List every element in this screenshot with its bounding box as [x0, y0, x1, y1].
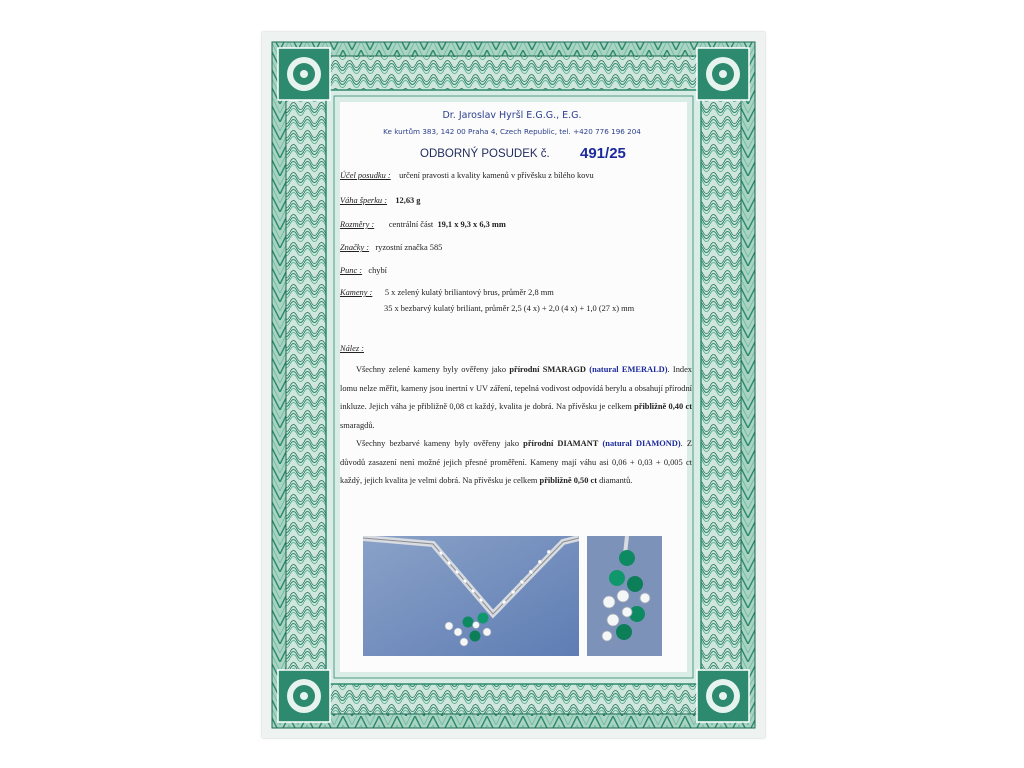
corner-rosette-bottom-right: [697, 670, 749, 722]
field-punc: [340, 266, 387, 275]
document-title: ODBORNÝ POSUDEK č.: [420, 148, 550, 160]
p2-text-f: diamantů.: [597, 476, 633, 485]
p2-text-d: . Z důvodů zasazení není možné jejich přesné proměření. Kameny mají váhu asi 0,06 + 0,03 + 0,005 ct každý, jejich kvalita je velmi dobrá. Na přívěsku je celkem: [340, 439, 692, 485]
p2-text-a: Všechny bezbarvé kameny byly ověřeny jako: [356, 439, 524, 448]
p1-text-d: . Index lomu nelze měřit, kameny jsou inertní v UV záření, tepelná vodivost odpovídá berylu a obsahují přírodní inkluze. Jejich váha je přibližně 0,08 ct každý, kvalita je dobrá. Na přívěsku je celkem: [340, 365, 692, 411]
field-rozmery-label: Rozměry :: [340, 220, 375, 229]
field-ucel-label: Účel posudku :: [340, 171, 391, 180]
field-ucel: [340, 171, 594, 180]
field-rozmery: [340, 220, 506, 229]
p1-bold-b: přírodní SMARAGD: [509, 365, 586, 374]
field-vaha: [340, 196, 420, 205]
field-rozmery-value: 19,1 x 9,3 x 6,3 mm: [437, 220, 506, 229]
field-kameny-line2: 35 x bezbarvý kulatý briliant, průměr 2,5 (4 x) + 2,0 (4 x) + 1,0 (27 x) mm: [384, 304, 635, 313]
field-ucel-value: určení pravosti a kvality kamenů v přívěsku z bílého kovu: [399, 171, 594, 180]
field-rozmery-prefix: centrální část: [388, 220, 434, 229]
field-kameny-line1: 5 x zelený kulatý briliantový brus, průměr 2,8 mm: [384, 288, 554, 297]
field-punc-value: chybí: [368, 266, 387, 275]
p2-bold-b: přírodní DIAMANT: [523, 439, 599, 448]
p2-bold-e: přibližně 0,50 ct: [539, 476, 598, 485]
corner-rosette-top-left: [278, 48, 330, 100]
field-kameny-label: Kameny :: [340, 288, 373, 297]
field-punc-label: Punc :: [340, 266, 363, 275]
field-znacky-value: ryzostní značka 585: [375, 243, 443, 252]
p1-bold-e: přibližně 0,40 ct: [634, 402, 692, 411]
nalez-heading: [340, 344, 364, 353]
p1-natural-c: (natural EMERALD): [589, 365, 668, 374]
p1-text-f: smaragdů.: [340, 420, 375, 430]
nalez-paragraph-emerald: [340, 361, 692, 435]
p1-text-a: Všechny zelené kameny byly ověřeny jako: [356, 365, 510, 374]
nalez-paragraph-diamond: [340, 435, 692, 491]
field-kameny: [340, 288, 554, 297]
corner-rosette-top-right: [697, 48, 749, 100]
field-vaha-label: Váha šperku :: [340, 196, 387, 205]
field-znacky: [340, 243, 442, 252]
pendant-photo-full: [363, 536, 579, 656]
pendant-photo-detail: [587, 536, 662, 656]
issuer-name: Dr. Jaroslav Hyršl E.G.G., E.G.: [442, 110, 582, 121]
field-znacky-label: Značky :: [340, 243, 370, 252]
document-number: 491/25: [580, 145, 626, 162]
nalez-label: Nález :: [340, 344, 364, 353]
p2-natural-c: (natural DIAMOND): [602, 439, 681, 448]
corner-rosette-bottom-left: [278, 670, 330, 722]
issuer-address: Ke kurtům 383, 142 00 Praha 4, Czech Republic, tel. +420 776 196 204: [383, 127, 641, 136]
field-vaha-value: 12,63 g: [395, 196, 421, 205]
